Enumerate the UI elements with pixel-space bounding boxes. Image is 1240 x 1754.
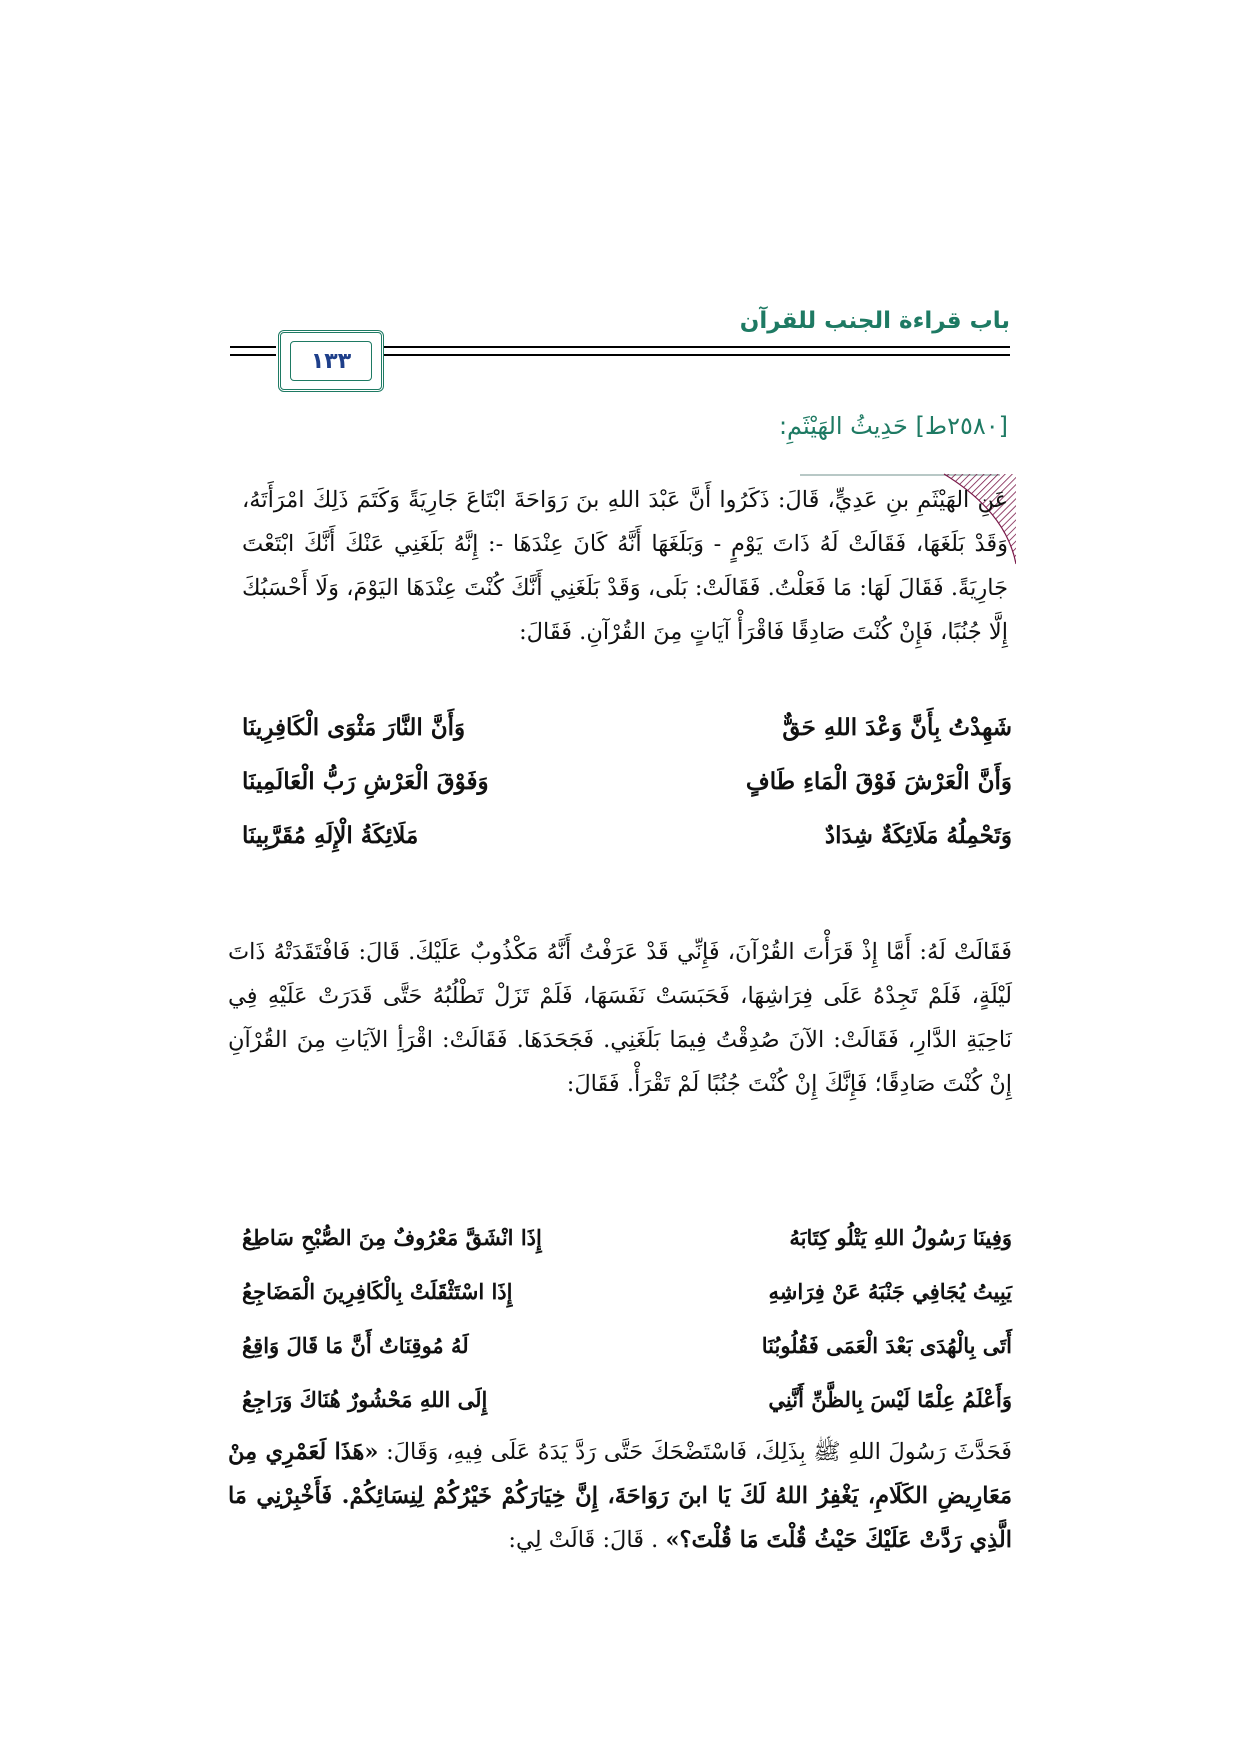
- poem-verse: [242, 1210, 1012, 1264]
- poem-verse: [242, 1264, 1012, 1318]
- verse-second-hemistich: مَلَائِكَةُ الْإِلَهِ مُقَرَّبِينَا: [242, 821, 419, 849]
- verse-first-hemistich: شَهِدْتُ بِأَنَّ وَعْدَ اللهِ حَقٌّ: [782, 713, 1012, 741]
- poem-verse: [242, 754, 1012, 808]
- poem-first: [242, 700, 1012, 862]
- poem-verse: [242, 700, 1012, 754]
- page-header: [230, 308, 1010, 388]
- poem-verse: [242, 1318, 1012, 1372]
- verse-first-hemistich: أَتَى بِالْهُدَى بَعْدَ الْعَمَى فَقُلُوبُنَا: [761, 1332, 1012, 1358]
- verse-second-hemistich: لَهُ مُوقِنَاتٌ أَنَّ مَا قَالَ وَاقِعُ: [242, 1332, 469, 1358]
- verse-first-hemistich: وَأَعْلَمُ عِلْمًا لَيْسَ بِالظَّنِّ أَنَّنِي: [768, 1386, 1012, 1412]
- verse-second-hemistich: إِذَا اسْتَثْقَلَتْ بِالْكَافِرِينَ الْمَضَاجِعُ: [242, 1278, 513, 1304]
- verse-first-hemistich: يَبِيتُ يُجَافِي جَنْبَهُ عَنْ فِرَاشِهِ: [768, 1278, 1012, 1304]
- paragraph-final: [228, 1430, 1012, 1562]
- chapter-title: باب قراءة الجنب للقرآن: [739, 308, 1010, 334]
- poem-verse: [242, 1372, 1012, 1426]
- verse-second-hemistich: إِلَى اللهِ مَحْشُورٌ هُنَاكَ وَرَاجِعُ: [242, 1386, 488, 1412]
- poem-verse: [242, 808, 1012, 862]
- section-title: [٢٥٨٠ط] حَدِيثُ الهَيْثَمِ:: [778, 412, 1008, 440]
- prophet-quote: «هَذَا لَعَمْرِي مِنْ مَعَارِيضِ الكَلَامِ، يَغْفِرُ اللهُ لَكَ يَا ابنَ رَوَاحَةَ، إِنَّ خِيَارَكُمْ خَيْرُكُمْ لِنِسَائِكُمْ. فَأَخْبِرْنِي مَا الَّذِي رَدَّتْ عَلَيْكَ حَيْثُ قُلْتَ مَا قُلْتَ؟»: [228, 1439, 1012, 1553]
- paragraph-final-ending: . قَالَ: قَالَتْ لِي:: [508, 1527, 659, 1553]
- paragraph-intro: عَنِ الهَيْثَمِ بنِ عَدِيٍّ، قَالَ: ذَكَرُوا أَنَّ عَبْدَ اللهِ بنَ رَوَاحَةَ ابْتَاعَ جَارِيَةً وَكَتَمَ ذَلِكَ امْرَأَتَهُ، وَقَدْ بَلَغَهَا، فَقَالَتْ لَهُ ذَاتَ يَوْمٍ - وَبَلَغَهَا أَنَّهُ كَانَ عِنْدَهَا -: إِنَّهُ بَلَغَنِي عَنْكَ أَنَّكَ ابْتَعْتَ جَارِيَةً. فَقَالَ لَهَا: مَا فَعَلْتُ. فَقَالَتْ: بَلَى، وَقَدْ بَلَغَنِي أَنَّكَ كُنْتَ عِنْدَهَا اليَوْمَ، وَلَا أَحْسَبُكَ إِلَّا جُنُبًا، فَإِنْ كُنْتَ صَادِقًا فَاقْرَأْ آيَاتٍ مِنَ القُرْآنِ. فَقَالَ:: [242, 487, 1008, 645]
- verse-second-hemistich: وَأَنَّ النَّارَ مَثْوَى الْكَافِرِينَا: [242, 713, 466, 741]
- paragraph-final-narration: فَحَدَّثَ رَسُولَ اللهِ ﷺ بِذَلِكَ، فَاسْتَضْحَكَ حَتَّى رَدَّ يَدَهُ عَلَى فِيهِ، وَقَالَ:: [386, 1439, 1012, 1465]
- poem-second: [242, 1210, 1012, 1426]
- header-rule-left-top: [230, 346, 276, 348]
- verse-first-hemistich: وَفِينَا رَسُولُ اللهِ يَتْلُو كِتَابَهُ: [789, 1224, 1012, 1250]
- header-rule-left-bottom: [230, 354, 276, 356]
- header-rule-right-top: [382, 346, 1010, 348]
- header-rule-right-bottom: [382, 354, 1010, 356]
- page-number-badge: [278, 330, 384, 392]
- paragraph-middle: فَقَالَتْ لَهُ: أَمَّا إِذْ قَرَأْتَ القُرْآنَ، فَإِنِّي قَدْ عَرَفْتُ أَنَّهُ مَكْذُوبٌ عَلَيْكَ. قَالَ: فَافْتَقَدَتْهُ ذَاتَ لَيْلَةٍ، فَلَمْ تَجِدْهُ عَلَى فِرَاشِهَا، فَحَبَسَتْ نَفَسَهَا، فَلَمْ تَزَلْ تَطْلُبُهُ حَتَّى قَدَرَتْ عَلَيْهِ فِي نَاحِيَةِ الدَّارِ، فَقَالَتْ: الآنَ صُدِقْتُ فِيمَا بَلَغَنِي. فَجَحَدَهَا. فَقَالَتْ: اقْرَأِ الآيَاتِ مِنَ القُرْآنِ إِنْ كُنْتَ صَادِقًا؛ فَإِنَّكَ إِنْ كُنْتَ جُنُبًا لَمْ تَقْرَأْ. فَقَالَ:: [228, 939, 1012, 1097]
- verse-first-hemistich: وَتَحْمِلُهُ مَلَائِكَةٌ شِدَادٌ: [824, 821, 1012, 849]
- verse-first-hemistich: وَأَنَّ الْعَرْشَ فَوْقَ الْمَاءِ طَافٍ: [745, 767, 1012, 795]
- page-number: ١٣٣: [290, 341, 372, 381]
- verse-second-hemistich: وَفَوْقَ الْعَرْشِ رَبُّ الْعَالَمِينَا: [242, 767, 489, 795]
- verse-second-hemistich: إِذَا انْشَقَّ مَعْرُوفٌ مِنَ الصُّبْحِ سَاطِعُ: [242, 1224, 542, 1250]
